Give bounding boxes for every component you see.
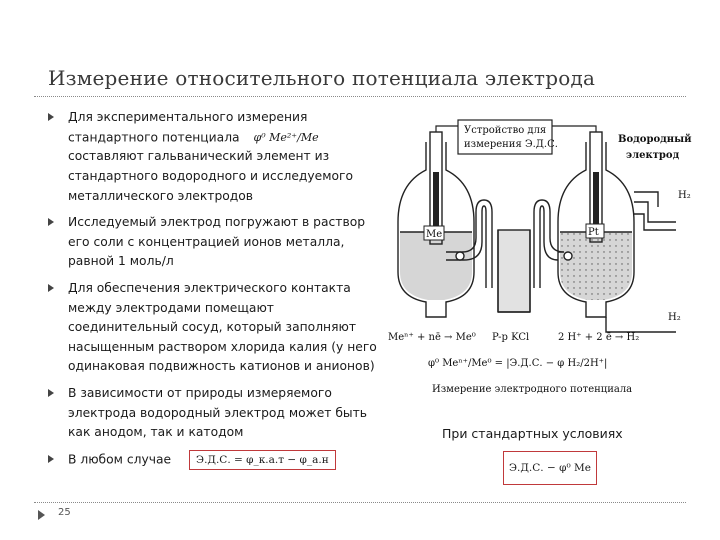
- diagram-caption: Измерение электродного потенциала: [432, 384, 633, 395]
- bullet-arrow-icon: [48, 455, 54, 463]
- inline-potential-formula: φ⁰ Me²⁺/Me: [253, 130, 319, 144]
- bullet-arrow-icon: [48, 113, 54, 121]
- slide-title: Измерение относительного потенциала электрода: [48, 66, 596, 90]
- h2-outlet-label: H₂: [678, 190, 691, 201]
- right-vessel: [558, 142, 676, 332]
- metal-label: Me: [426, 229, 443, 240]
- device-label-line-2: измерения Э.Д.С.: [464, 139, 558, 150]
- salt-bridge-label: P-p KCl: [492, 332, 530, 343]
- bullet-arrow-icon: [48, 218, 54, 226]
- bullet-item: [46, 384, 386, 443]
- hydrogen-electrode-label-2: электрод: [626, 150, 680, 161]
- hydrogen-electrode-label-1: Водородный: [618, 134, 692, 145]
- bullet-text: Для обеспечения электрического контакта между электродами помещают соединительный сосуд, который заполняют насыщенным раствором хлорида калия (у него одинаковая подвижность катионов и анионов): [68, 281, 377, 374]
- bullet-item: [46, 450, 386, 470]
- device-label-line-1: Устройство для: [464, 125, 547, 136]
- page-number: 25: [58, 507, 71, 518]
- metal-electrode: [424, 132, 444, 244]
- bullet-item: [46, 279, 386, 377]
- standard-conditions-formula-box: Э.Д.С. − φ⁰ Me: [503, 451, 597, 485]
- platinum-label: Pt: [588, 227, 599, 238]
- bullet-text: В любом случае: [68, 452, 172, 467]
- footer-divider: [34, 502, 686, 503]
- title-divider: [34, 96, 686, 97]
- bullet-item: [46, 108, 386, 206]
- h2-inlet-label: H₂: [668, 312, 681, 323]
- bullet-text: Исследуемый электрод погружают в раствор его соли с концентрацией ионов металла, равной 1 моль/л: [68, 215, 366, 269]
- bullet-text: В зависимости от природы измеряемого электрода водородный электрод может быть как анодом, так и катодом: [68, 386, 368, 440]
- bullet-text: Для экспериментального измерения стандартного потенциала: [68, 110, 308, 144]
- metal-half-reaction: Meⁿ⁺ + nē → Me⁰: [388, 332, 476, 343]
- page-marker-icon: [38, 510, 45, 520]
- platinum-electrode: [586, 132, 604, 242]
- standard-conditions-label: При стандартных условиях: [442, 426, 623, 441]
- potential-formula: φ⁰ Meⁿ⁺/Me⁰ = |Э.Д.С. − φ H₂/2H⁺|: [428, 358, 608, 369]
- electrode-apparatus-diagram: [386, 112, 696, 402]
- bullet-item: [46, 213, 386, 272]
- hydrogen-half-reaction: 2 H⁺ + 2 ē → H₂: [558, 332, 640, 343]
- bullet-arrow-icon: [48, 284, 54, 292]
- bullet-list: [46, 108, 386, 477]
- bullet-text-continued: составляют гальванический элемент из стандартного водородного и исследуемого металлического электродов: [68, 149, 354, 203]
- emf-meter: [436, 120, 596, 154]
- bullet-arrow-icon: [48, 389, 54, 397]
- emf-formula-box: Э.Д.С. = φ_к.а.т − φ_а.н: [189, 450, 336, 470]
